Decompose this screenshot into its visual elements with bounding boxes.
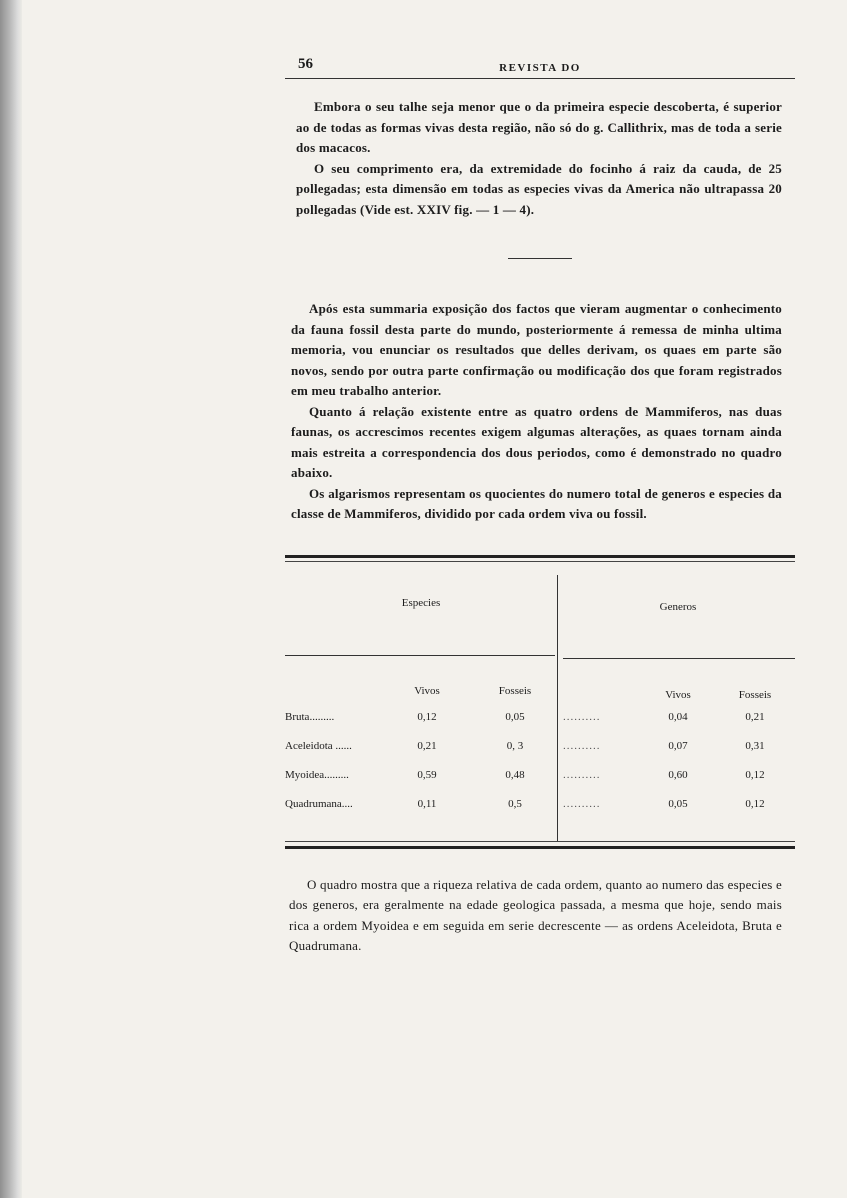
cell-esp-fosseis: 0, 3 bbox=[506, 739, 524, 752]
paragraph: Após esta summaria exposição dos factos que vieram augmentar o conhecimento da fauna fossil desta parte do mundo, posteriormente á remessa de minha ultima memoria, vou enunciar os resultados que delles derivam, os quaes em parte são novos, sendo por outra parte confirmação ou modificação dos que foram registrados em meu trabalho anterior. bbox=[291, 301, 782, 398]
running-header bbox=[285, 50, 795, 79]
cell-gen-fosseis: 0,21 bbox=[745, 710, 765, 723]
book-spine-shadow bbox=[0, 0, 22, 1198]
document-page bbox=[285, 50, 795, 957]
cell-esp-fosseis: 0,05 bbox=[505, 710, 525, 723]
row-label: Aceleidota ...... bbox=[285, 739, 352, 752]
cell-esp-vivos: 0,59 bbox=[417, 768, 437, 781]
table-top-rule bbox=[285, 555, 795, 558]
section-divider bbox=[508, 258, 572, 259]
row-label: Bruta......... bbox=[285, 710, 335, 723]
row-label: Quadrumana.... bbox=[285, 797, 353, 810]
cell-esp-vivos: 0,11 bbox=[417, 797, 437, 810]
cell-gen-vivos: 0,04 bbox=[668, 710, 688, 723]
summary-text-block bbox=[285, 299, 795, 525]
mammal-orders-table bbox=[285, 555, 795, 855]
cell-gen-fosseis: 0,31 bbox=[745, 739, 765, 752]
table-top-rule-thin bbox=[285, 561, 795, 562]
intro-text-block bbox=[285, 97, 795, 220]
cell-gen-vivos: 0,05 bbox=[668, 797, 688, 810]
cell-esp-vivos: 0,12 bbox=[417, 710, 437, 723]
cell-esp-fosseis: 0,5 bbox=[508, 797, 522, 810]
paragraph: Os algarismos representam os quocientes do numero total de generos e especies da classe de Mammiferos, dividido por cada ordem viva ou fossil. bbox=[291, 485, 782, 521]
conclusion-text-block bbox=[285, 875, 795, 957]
table-bottom-rule bbox=[285, 846, 795, 849]
generos-underline bbox=[563, 658, 795, 659]
header-gen-vivos: Vivos bbox=[665, 688, 691, 701]
row-leader: .......... bbox=[563, 739, 601, 752]
paragraph: O seu comprimento era, da extremidade do focinho á raiz da cauda, de 25 pollegadas; esta dimensão em todas as especies vivas da America não ultrapassa 20 pollegadas (Vide est. XXIV fig. — 1 — 4). bbox=[296, 160, 782, 217]
table-row bbox=[285, 740, 795, 760]
header-especies: Especies bbox=[401, 596, 441, 609]
paragraph: Embora o seu talhe seja menor que o da primeira especie descoberta, é superior ao de todas as formas vivas desta região, não só do g. Callithrix, mas de toda a serie dos macacos. bbox=[296, 99, 782, 155]
running-title: REVISTA DO bbox=[499, 62, 581, 74]
cell-gen-fosseis: 0,12 bbox=[745, 797, 765, 810]
row-leader: .......... bbox=[563, 710, 601, 723]
table-bottom-rule-thin bbox=[285, 841, 795, 842]
table-row bbox=[285, 711, 795, 731]
row-leader: .......... bbox=[563, 768, 601, 781]
row-label: Myoidea......... bbox=[285, 768, 349, 781]
cell-esp-fosseis: 0,48 bbox=[505, 768, 525, 781]
page-number: 56 bbox=[298, 56, 313, 72]
header-generos: Generos bbox=[659, 600, 697, 613]
table-row bbox=[285, 798, 795, 818]
cell-esp-vivos: 0,21 bbox=[417, 739, 437, 752]
header-esp-vivos: Vivos bbox=[414, 684, 440, 697]
header-gen-fosseis: Fosseis bbox=[738, 688, 772, 701]
table-row bbox=[285, 769, 795, 789]
cell-gen-fosseis: 0,12 bbox=[745, 768, 765, 781]
especies-underline bbox=[285, 655, 555, 656]
paragraph: Quanto á relação existente entre as quatro ordens de Mammiferos, nas duas faunas, os accrescimos recentes exigem algumas alterações, as quaes tornam ainda mais estreita a correspondencia dos dous periodos, como é demonstrado no quadro abaixo. bbox=[291, 403, 782, 480]
row-leader: .......... bbox=[563, 797, 601, 810]
header-esp-fosseis: Fosseis bbox=[498, 684, 532, 697]
cell-gen-vivos: 0,60 bbox=[668, 768, 688, 781]
paragraph: O quadro mostra que a riqueza relativa de cada ordem, quanto ao numero das especies e dos generos, era geralmente na edade geologica passada, a mesma que hoje, sendo mais rica a ordem Myoidea e em seguida em serie decrescente — as ordens Aceleidota, Bruta e Quadrumana. bbox=[289, 876, 782, 953]
cell-gen-vivos: 0,07 bbox=[668, 739, 688, 752]
